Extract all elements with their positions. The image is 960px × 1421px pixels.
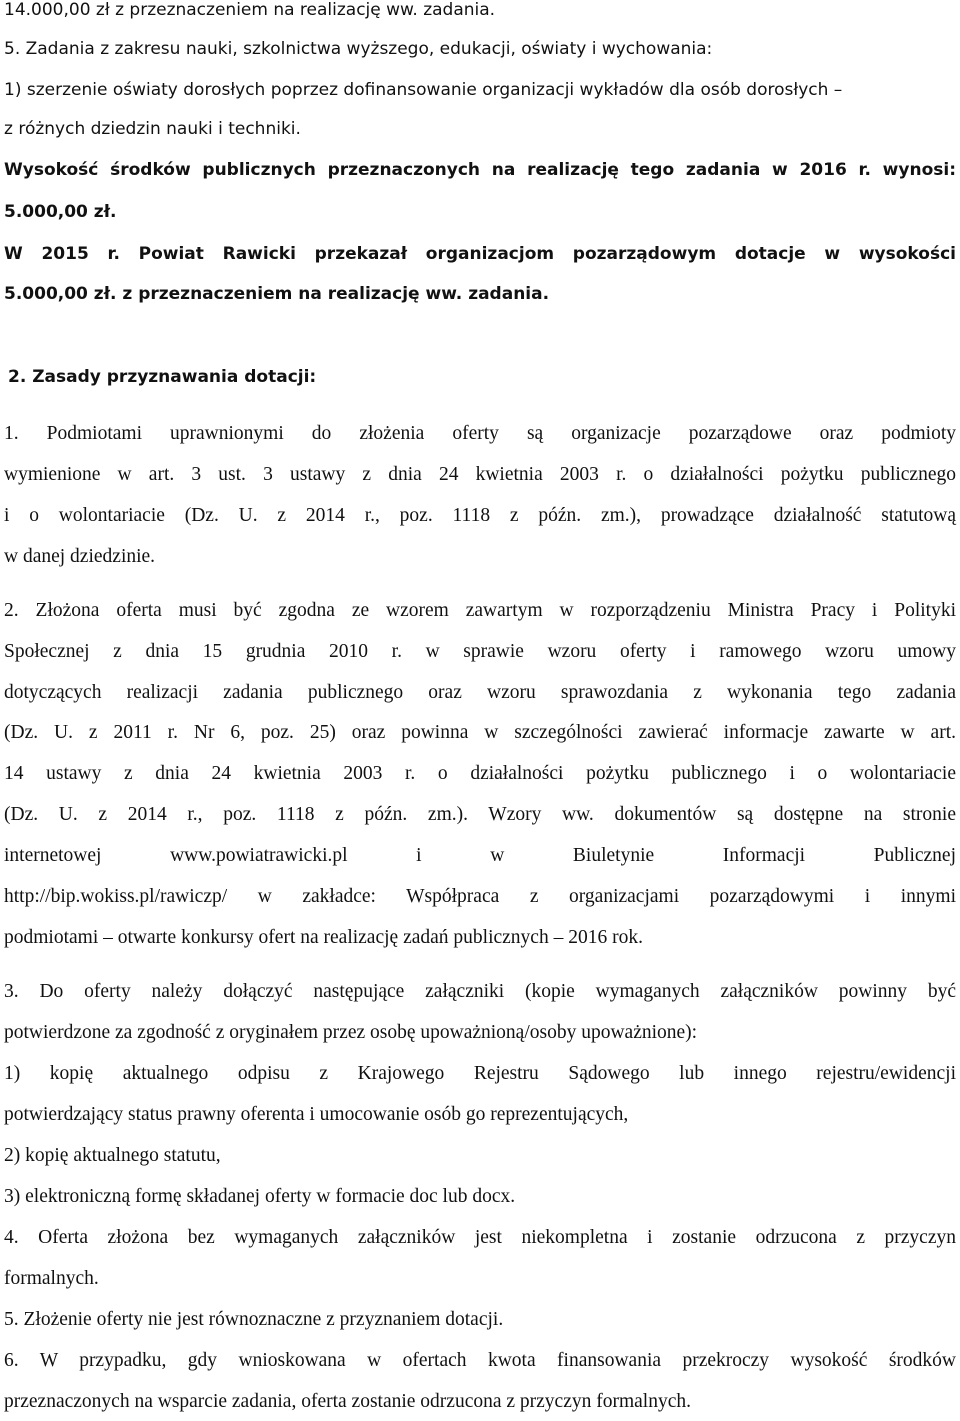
text-line: 5.000,00 zł. z przeznaczeniem na realizację ww. zadania. xyxy=(4,284,550,304)
text-line: potwierdzone za zgodność z oryginałem przez osobę upoważnioną/osoby upoważnione): xyxy=(4,1022,698,1043)
text-line: potwierdzający status prawny oferenta i umocowanie osób go reprezentujących, xyxy=(4,1104,629,1125)
text-line: 4. Oferta złożona bez wymaganych załączników jest niekompletna i zostanie odrzucona z przyczyn xyxy=(4,1227,956,1248)
text-line: W 2015 r. Powiat Rawicki przekazał organizacjom pozarządowym dotacje w wysokości xyxy=(4,244,956,264)
text-line: Społecznej z dnia 15 grudnia 2010 r. w sprawie wzoru oferty i ramowego wzoru umowy xyxy=(4,641,956,662)
text-line: i o wolontariacie (Dz. U. z 2014 r., poz. 1118 z późn. zm.), prowadzące działalność statutową xyxy=(4,505,956,526)
text-line: internetowej www.powiatrawicki.pl i w Biuletynie Informacji Publicznej xyxy=(4,845,956,866)
text-line: 14.000,00 zł z przeznaczeniem na realizację ww. zadania. xyxy=(4,0,496,20)
text-line: 1. Podmiotami uprawnionymi do złożenia oferty są organizacje pozarządowe oraz podmioty xyxy=(4,423,956,444)
text-line: 3) elektroniczną formę składanej oferty w formacie doc lub docx. xyxy=(4,1186,516,1207)
text-line: 1) szerzenie oświaty dorosłych poprzez dofinansowanie organizacji wykładów dla osób dorosłych – xyxy=(4,80,843,100)
text-line: 3. Do oferty należy dołączyć następujące załączniki (kopie wymaganych załączników powinny być xyxy=(4,981,956,1002)
text-line: 5. Złożenie oferty nie jest równoznaczne z przyznaniem dotacji. xyxy=(4,1309,504,1330)
section-heading: 2. Zasady przyznawania dotacji: xyxy=(8,367,317,387)
text-line: dotyczących realizacji zadania publicznego oraz wzoru sprawozdania z wykonania tego zadania xyxy=(4,682,956,703)
text-line: podmiotami – otwarte konkursy ofert na realizację zadań publicznych – 2016 rok. xyxy=(4,927,643,948)
text-line: 2) kopię aktualnego statutu, xyxy=(4,1145,221,1166)
text-line: formalnych. xyxy=(4,1268,99,1289)
text-line: 14 ustawy z dnia 24 kwietnia 2003 r. o działalności pożytku publicznego i o wolontariacie xyxy=(4,763,956,784)
text-line: (Dz. U. z 2014 r., poz. 1118 z późn. zm.). Wzory ww. dokumentów są dostępne na stronie xyxy=(4,804,956,825)
text-line: (Dz. U. z 2011 r. Nr 6, poz. 25) oraz powinna w szczególności zawierać informacje zawarte w art. xyxy=(4,722,956,743)
text-line: 5.000,00 zł. xyxy=(4,202,117,222)
text-line: wymienione w art. 3 ust. 3 ustawy z dnia 24 kwietnia 2003 r. o działalności pożytku publicznego xyxy=(4,464,956,485)
text-line: 1) kopię aktualnego odpisu z Krajowego Rejestru Sądowego lub innego rejestru/ewidencji xyxy=(4,1063,956,1084)
text-line: z różnych dziedzin nauki i techniki. xyxy=(4,119,301,139)
text-line: 6. W przypadku, gdy wnioskowana w ofertach kwota finansowania przekroczy wysokość środków xyxy=(4,1350,956,1371)
text-line: w danej dziedzinie. xyxy=(4,546,156,567)
text-line: 2. Złożona oferta musi być zgodna ze wzorem zawartym w rozporządzeniu Ministra Pracy i Polityki xyxy=(4,600,956,621)
text-line: Wysokość środków publicznych przeznaczonych na realizację tego zadania w 2016 r. wynosi: xyxy=(4,160,956,180)
text-line: przeznaczonych na wsparcie zadania, oferta zostanie odrzucona z przyczyn formalnych. xyxy=(4,1391,692,1412)
text-line: http://bip.wokiss.pl/rawiczp/ w zakładce: Współpraca z organizacjami pozarządowymi i innymi xyxy=(4,886,956,907)
section-heading: 5. Zadania z zakresu nauki, szkolnictwa wyższego, edukacji, oświaty i wychowania: xyxy=(4,39,713,59)
